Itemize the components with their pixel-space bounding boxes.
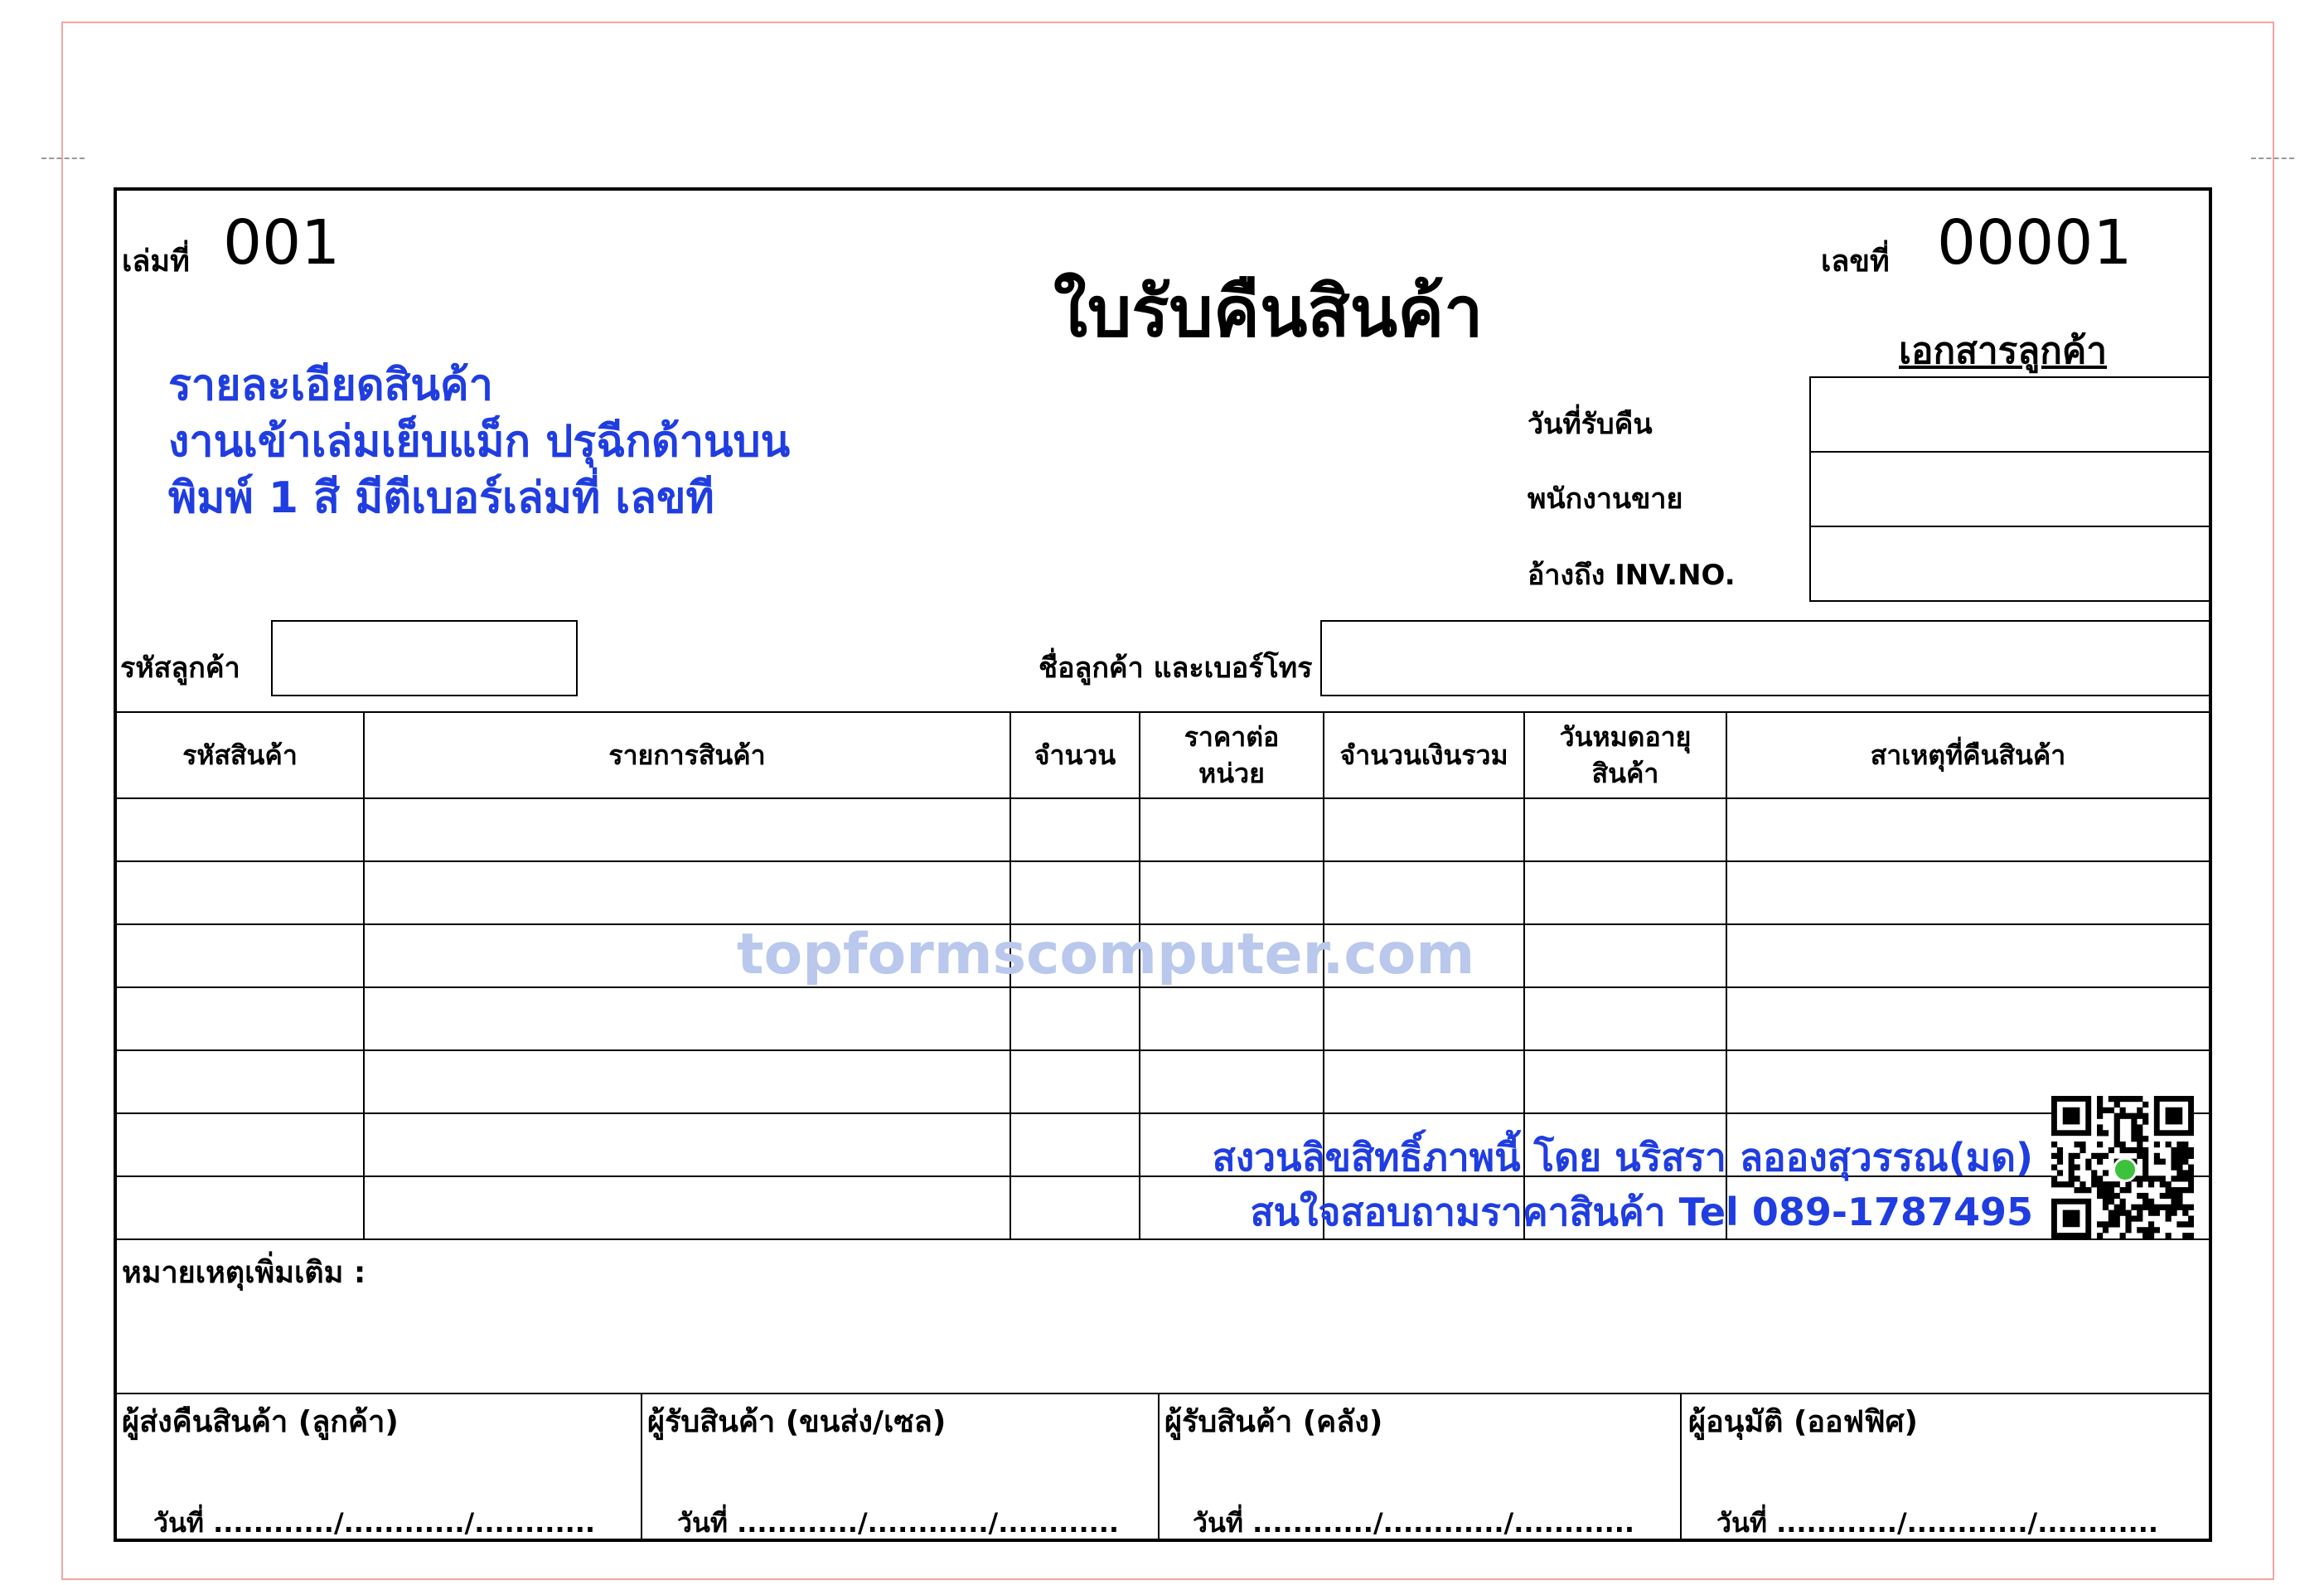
copyright-line-2: สนใจสอบถามราคาสินค้า Tel 089-1787495 [1250, 1190, 2033, 1234]
col-header-unit-price [1140, 712, 1324, 798]
unit-price-header-text: ราคาต่อ หน่วย [1184, 721, 1280, 789]
table-cell[interactable] [1140, 798, 1324, 861]
table-cell[interactable] [1140, 861, 1324, 924]
book-label: เล่มที่ [122, 245, 190, 279]
table-cell[interactable] [1010, 987, 1140, 1050]
table-cell[interactable] [117, 1176, 364, 1239]
expiry-header-text: วันหมดอายุ สินค้า [1559, 721, 1692, 789]
qr-code-icon [2051, 1096, 2194, 1238]
table-cell[interactable] [364, 1176, 1010, 1239]
table-cell[interactable] [1726, 924, 2209, 987]
table-cell[interactable] [1524, 987, 1726, 1050]
table-row [117, 987, 2209, 1050]
return-date-label: วันที่รับคืน [1528, 408, 1653, 441]
col-header-product-code: รหัสสินค้า [117, 712, 364, 798]
copyright-line-1: สงวนลิขสิทธิ์ภาพนี้ โดย นริสรา ลอองสุวรรณ(มด) [1212, 1135, 2033, 1180]
table-cell[interactable] [1010, 1113, 1140, 1176]
signature-date-warehouse: วันที่ ............/............/............ [1193, 1507, 1635, 1539]
table-row [117, 1050, 2209, 1113]
table-cell[interactable] [364, 1113, 1010, 1176]
return-form [114, 187, 2212, 1542]
line-app-icon [2113, 1157, 2138, 1182]
signature-divider [117, 1393, 2209, 1394]
col-header-product-desc: รายการสินค้า [364, 712, 1010, 798]
table-cell[interactable] [1524, 924, 1726, 987]
table-cell[interactable] [1524, 861, 1726, 924]
table-cell[interactable] [117, 861, 364, 924]
table-cell[interactable] [117, 1113, 364, 1176]
signature-separator-2 [1158, 1393, 1160, 1542]
table-cell[interactable] [1324, 987, 1524, 1050]
table-cell[interactable] [1010, 798, 1140, 861]
col-header-reason: สาเหตุที่คืนสินค้า [1726, 712, 2209, 798]
signature-date-approver: วันที่ ............/............/............ [1716, 1507, 2159, 1539]
salesperson-field[interactable] [1809, 451, 2209, 527]
table-cell[interactable] [1140, 1050, 1324, 1113]
table-cell[interactable] [1324, 1050, 1524, 1113]
promo-line-3: พิมพ์ 1 สี มีตีเบอร์เล่มที่ เลขที [168, 473, 714, 523]
table-row [117, 861, 2209, 924]
col-header-total: จำนวนเงินรวม [1324, 712, 1524, 798]
col-header-expiry [1524, 712, 1726, 798]
signature-separator-1 [641, 1393, 642, 1542]
table-cell[interactable] [1324, 861, 1524, 924]
table-cell[interactable] [1726, 798, 2209, 861]
book-number: 001 [223, 207, 341, 279]
table-cell[interactable] [1524, 1050, 1726, 1113]
table-cell[interactable] [364, 987, 1010, 1050]
table-cell[interactable] [1010, 1050, 1140, 1113]
copy-label: เอกสารลูกค้า [1899, 330, 2108, 372]
table-row [117, 798, 2209, 861]
table-cell[interactable] [364, 1050, 1010, 1113]
crop-mark-left [41, 158, 85, 159]
table-cell[interactable] [364, 861, 1010, 924]
table-cell[interactable] [117, 798, 364, 861]
signature-label-customer: ผู้ส่งคืนสินค้า (ลูกค้า) [122, 1405, 399, 1439]
customer-name-phone-field[interactable] [1320, 620, 2209, 696]
signature-separator-3 [1680, 1393, 1682, 1542]
watermark: topformscomputer.com [737, 922, 1475, 987]
table-cell[interactable] [1726, 861, 2209, 924]
promo-line-2: งานเข้าเล่มเย็บแม็ก ปรุฉีกด้านบน [168, 417, 791, 467]
col-header-quantity: จำนวน [1010, 712, 1140, 798]
signature-label-courier: ผู้รับสินค้า (ขนส่ง/เซล) [647, 1405, 947, 1439]
table-cell[interactable] [1524, 798, 1726, 861]
ref-invoice-label: อ้างถึง INV.NO. [1528, 559, 1736, 592]
signature-label-warehouse: ผู้รับสินค้า (คลัง) [1164, 1405, 1383, 1439]
doc-number-label: เลขที่ [1821, 245, 1890, 279]
customer-name-phone-label: ชื่อลูกค้า และเบอร์โทร [1039, 652, 1313, 685]
ref-invoice-field[interactable] [1809, 526, 2209, 602]
signature-label-approver: ผู้อนุมัติ (ออฟฟิศ) [1688, 1405, 1918, 1439]
customer-code-label: รหัสลูกค้า [120, 652, 240, 685]
table-cell[interactable] [117, 987, 364, 1050]
table-cell[interactable] [1726, 987, 2209, 1050]
doc-number: 00001 [1937, 207, 2133, 279]
remarks-label: หมายเหตุเพิ่มเติม : [122, 1256, 366, 1290]
table-cell[interactable] [1324, 798, 1524, 861]
promo-line-1: รายละเอียดสินค้า [168, 361, 493, 410]
table-cell[interactable] [1010, 1176, 1140, 1239]
return-date-field[interactable] [1809, 376, 2209, 453]
signature-date-customer: วันที่ ............/............/............ [153, 1507, 596, 1539]
crop-mark-right [2251, 158, 2294, 159]
salesperson-label: พนักงานขาย [1528, 482, 1683, 516]
table-cell[interactable] [1010, 861, 1140, 924]
table-cell[interactable] [117, 924, 364, 987]
table-cell[interactable] [1140, 987, 1324, 1050]
table-cell[interactable] [364, 798, 1010, 861]
form-title: ใบรับคืนสินค้า [1053, 271, 1484, 352]
customer-code-field[interactable] [271, 620, 578, 696]
signature-date-courier: วันที่ ............/............/............ [677, 1507, 1120, 1539]
table-header-row [117, 712, 2209, 798]
table-cell[interactable] [117, 1050, 364, 1113]
